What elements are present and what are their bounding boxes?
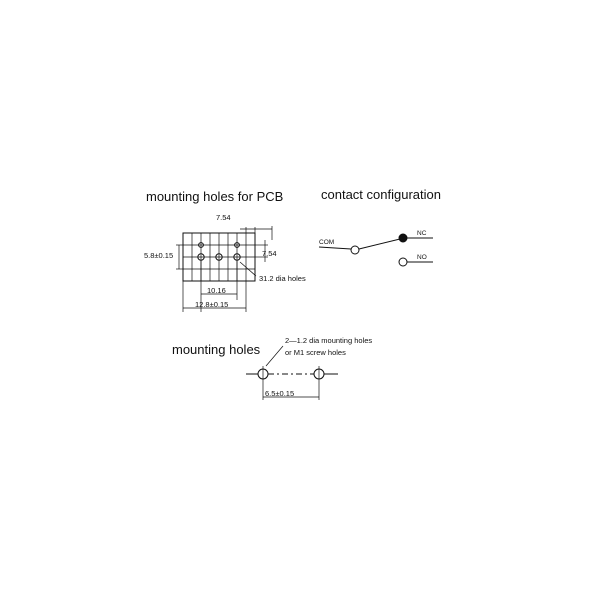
no-label: NO [417, 254, 427, 261]
dim-pitch-right [255, 240, 277, 262]
switch-arm [359, 239, 400, 249]
mount-note-line1: 2—1.2 dia mounting holes [285, 336, 373, 345]
mount-section-title: mounting holes [172, 342, 261, 357]
nc-terminal [399, 234, 407, 242]
contact-section-title: contact configuration [321, 187, 441, 202]
mount-note-line2: or M1 screw holes [285, 348, 346, 357]
com-terminal [351, 246, 359, 254]
com-label: COM [319, 239, 335, 246]
dim-pitch-top [216, 213, 272, 240]
pcb-section-title: mounting holes for PCB [146, 189, 284, 204]
mount-spacing-label: 6.5±0.15 [265, 389, 295, 398]
hole-note [240, 262, 306, 283]
dim-vertical-label: 5.8±0.15 [144, 251, 174, 260]
nc-label: NC [417, 230, 427, 237]
dim-pitch-top-label: 7.54 [216, 213, 231, 222]
pcb-grid [183, 233, 255, 281]
dim-vertical [144, 245, 183, 269]
hole-note-label: 31.2 dia holes [259, 274, 306, 283]
dim-outer-label: 12.8±0.15 [195, 300, 229, 309]
dim-pitch-right-label: 7.54 [262, 249, 277, 258]
dim-inner-label: 10.16 [207, 286, 226, 295]
mount-section [172, 336, 372, 400]
contact-section [319, 187, 441, 266]
no-terminal [399, 258, 407, 266]
pcb-holes-section [144, 189, 306, 312]
